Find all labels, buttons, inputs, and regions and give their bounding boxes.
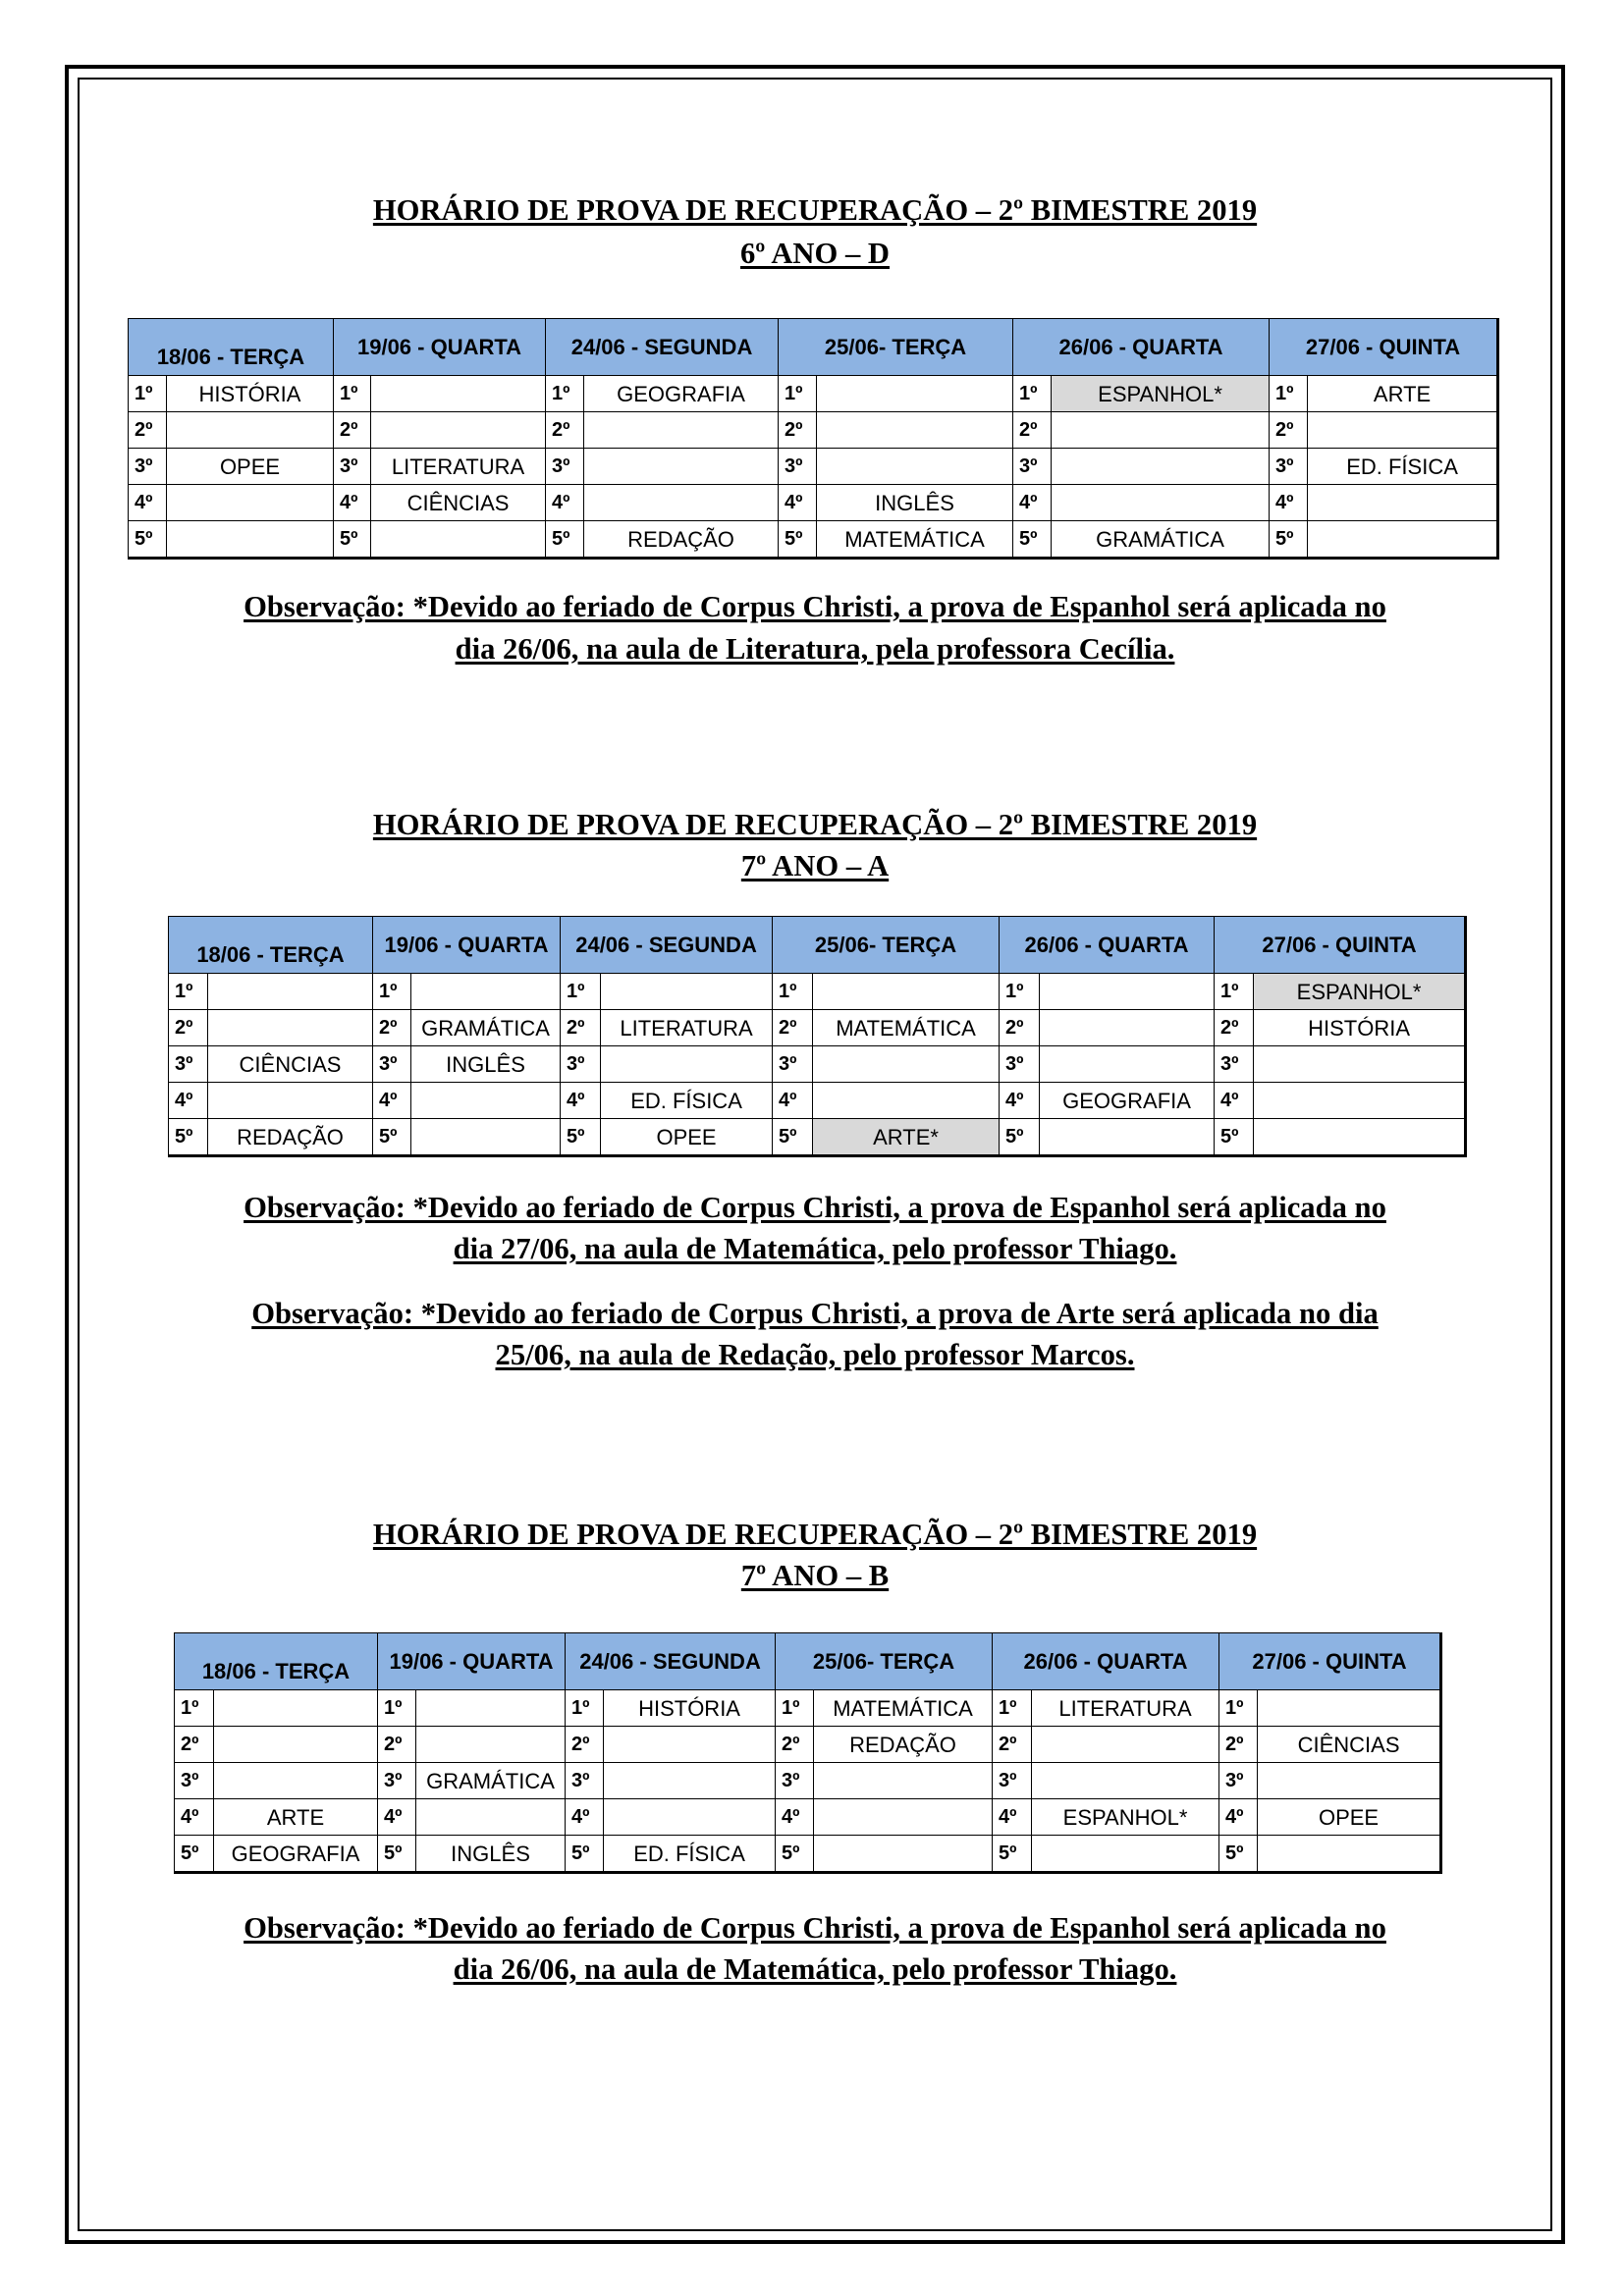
period-number: 1º bbox=[546, 376, 584, 412]
period-number: 4º bbox=[1215, 1083, 1254, 1119]
period-row bbox=[175, 1763, 1441, 1799]
period-number: 4º bbox=[993, 1799, 1032, 1836]
period-number: 5º bbox=[378, 1836, 416, 1873]
exam-subject bbox=[411, 974, 561, 1010]
exam-subject bbox=[814, 1763, 993, 1799]
period-number: 1º bbox=[776, 1690, 814, 1727]
exam-subject bbox=[814, 1799, 993, 1836]
exam-subject bbox=[584, 449, 779, 485]
period-number: 1º bbox=[566, 1690, 604, 1727]
exam-subject: CIÊNCIAS bbox=[1258, 1727, 1441, 1763]
period-number: 2º bbox=[1219, 1727, 1258, 1763]
observation-line: dia 26/06, na aula de Matemática, pelo professor Thiago. bbox=[453, 1952, 1177, 1986]
period-row bbox=[129, 412, 1498, 449]
exam-subject bbox=[416, 1727, 566, 1763]
day-header: 27/06 - QUINTA bbox=[1219, 1633, 1441, 1690]
day-header: 24/06 - SEGUNDA bbox=[566, 1633, 776, 1690]
period-number: 3º bbox=[169, 1046, 208, 1083]
exam-subject: GEOGRAFIA bbox=[1040, 1083, 1215, 1119]
period-number: 5º bbox=[373, 1119, 411, 1156]
day-header: 19/06 - QUARTA bbox=[334, 319, 546, 376]
day-header: 19/06 - QUARTA bbox=[378, 1633, 566, 1690]
period-number: 5º bbox=[1215, 1119, 1254, 1156]
period-number: 2º bbox=[334, 412, 371, 449]
exam-subject: MATEMÁTICA bbox=[813, 1010, 1000, 1046]
period-number: 4º bbox=[779, 485, 817, 521]
exam-subject bbox=[601, 974, 773, 1010]
period-number: 2º bbox=[773, 1010, 813, 1046]
exam-subject bbox=[208, 1083, 373, 1119]
period-number: 2º bbox=[546, 412, 584, 449]
exam-subject bbox=[416, 1690, 566, 1727]
period-number: 5º bbox=[169, 1119, 208, 1156]
exam-subject: LITERATURA bbox=[371, 449, 546, 485]
exam-subject: CIÊNCIAS bbox=[371, 485, 546, 521]
exam-subject bbox=[1032, 1836, 1219, 1873]
exam-subject: GEOGRAFIA bbox=[584, 376, 779, 412]
exam-subject bbox=[371, 412, 546, 449]
exam-subject: OPEE bbox=[167, 449, 334, 485]
exam-subject: HISTÓRIA bbox=[167, 376, 334, 412]
exam-subject: OPEE bbox=[601, 1119, 773, 1156]
period-number: 1º bbox=[175, 1690, 214, 1727]
exam-subject bbox=[814, 1836, 993, 1873]
period-number: 5º bbox=[334, 521, 371, 559]
day-header: 24/06 - SEGUNDA bbox=[561, 917, 773, 974]
exam-subject: HISTÓRIA bbox=[1254, 1010, 1466, 1046]
period-number: 5º bbox=[566, 1836, 604, 1873]
period-row bbox=[169, 1010, 1466, 1046]
period-number: 3º bbox=[776, 1763, 814, 1799]
period-number: 4º bbox=[169, 1083, 208, 1119]
period-number: 2º bbox=[373, 1010, 411, 1046]
period-number: 5º bbox=[776, 1836, 814, 1873]
exam-subject bbox=[214, 1690, 378, 1727]
exam-subject bbox=[1308, 485, 1498, 521]
exam-subject bbox=[167, 412, 334, 449]
exam-subject bbox=[214, 1763, 378, 1799]
period-number: 3º bbox=[175, 1763, 214, 1799]
schedule-table bbox=[174, 1632, 1442, 1874]
exam-subject bbox=[167, 521, 334, 559]
period-number: 4º bbox=[378, 1799, 416, 1836]
period-number: 1º bbox=[561, 974, 601, 1010]
period-number: 1º bbox=[169, 974, 208, 1010]
class-name: 7º ANO – A bbox=[740, 849, 890, 882]
period-number: 4º bbox=[1270, 485, 1308, 521]
observation-line: Observação: *Devido ao feriado de Corpus Christi, a prova de Espanhol será aplicada no bbox=[244, 590, 1386, 623]
exam-subject bbox=[1032, 1763, 1219, 1799]
period-row bbox=[129, 449, 1498, 485]
period-number: 2º bbox=[378, 1727, 416, 1763]
exam-subject bbox=[584, 485, 779, 521]
exam-subject bbox=[416, 1799, 566, 1836]
exam-subject: REDAÇÃO bbox=[208, 1119, 373, 1156]
period-number: 1º bbox=[129, 376, 167, 412]
observation-line: Observação: *Devido ao feriado de Corpus Christi, a prova de Arte será aplicada no dia bbox=[251, 1297, 1379, 1330]
period-number: 1º bbox=[373, 974, 411, 1010]
period-number: 4º bbox=[546, 485, 584, 521]
exam-subject: ED. FÍSICA bbox=[604, 1836, 776, 1873]
exam-subject bbox=[208, 1010, 373, 1046]
period-row bbox=[175, 1836, 1441, 1873]
period-row bbox=[175, 1727, 1441, 1763]
exam-subject bbox=[411, 1119, 561, 1156]
day-header: 18/06 - TERÇA bbox=[169, 917, 373, 974]
exam-subject: LITERATURA bbox=[1032, 1690, 1219, 1727]
exam-subject bbox=[817, 412, 1013, 449]
period-number: 5º bbox=[175, 1836, 214, 1873]
period-number: 1º bbox=[1013, 376, 1052, 412]
period-row bbox=[129, 485, 1498, 521]
day-header: 24/06 - SEGUNDA bbox=[546, 319, 779, 376]
period-number: 4º bbox=[175, 1799, 214, 1836]
exam-subject: GRAMÁTICA bbox=[416, 1763, 566, 1799]
period-number: 1º bbox=[334, 376, 371, 412]
day-header-row bbox=[129, 319, 1498, 376]
exam-subject bbox=[1040, 1010, 1215, 1046]
period-number: 2º bbox=[1215, 1010, 1254, 1046]
day-header: 18/06 - TERÇA bbox=[175, 1633, 378, 1690]
period-number: 4º bbox=[773, 1083, 813, 1119]
exam-subject: REDAÇÃO bbox=[814, 1727, 993, 1763]
day-header-row bbox=[175, 1633, 1441, 1690]
exam-subject: INGLÊS bbox=[416, 1836, 566, 1873]
exam-subject bbox=[604, 1799, 776, 1836]
period-number: 3º bbox=[373, 1046, 411, 1083]
period-number: 2º bbox=[561, 1010, 601, 1046]
period-number: 3º bbox=[561, 1046, 601, 1083]
observation-line: 25/06, na aula de Redação, pelo professor Marcos. bbox=[495, 1338, 1135, 1371]
period-number: 3º bbox=[993, 1763, 1032, 1799]
period-number: 3º bbox=[129, 449, 167, 485]
class-name: 7º ANO – B bbox=[740, 1559, 890, 1592]
exam-subject: CIÊNCIAS bbox=[208, 1046, 373, 1083]
day-header-row bbox=[169, 917, 1466, 974]
day-header: 26/06 - QUARTA bbox=[1013, 319, 1270, 376]
exam-subject: ED. FÍSICA bbox=[1308, 449, 1498, 485]
exam-subject: ARTE bbox=[1308, 376, 1498, 412]
period-row bbox=[169, 974, 1466, 1010]
exam-subject: MATEMÁTICA bbox=[814, 1690, 993, 1727]
exam-subject: REDAÇÃO bbox=[584, 521, 779, 559]
exam-subject bbox=[584, 412, 779, 449]
exam-subject: ESPANHOL* bbox=[1052, 376, 1270, 412]
period-number: 2º bbox=[993, 1727, 1032, 1763]
exam-subject: INGLÊS bbox=[817, 485, 1013, 521]
period-number: 3º bbox=[779, 449, 817, 485]
period-number: 3º bbox=[1215, 1046, 1254, 1083]
exam-subject bbox=[371, 376, 546, 412]
period-number: 2º bbox=[1000, 1010, 1040, 1046]
exam-subject bbox=[1308, 412, 1498, 449]
exam-subject bbox=[371, 521, 546, 559]
day-header: 25/06- TERÇA bbox=[776, 1633, 993, 1690]
day-header: 25/06- TERÇA bbox=[773, 917, 1000, 974]
exam-subject bbox=[817, 449, 1013, 485]
period-row bbox=[129, 376, 1498, 412]
period-number: 5º bbox=[993, 1836, 1032, 1873]
exam-subject bbox=[813, 1046, 1000, 1083]
day-header: 26/06 - QUARTA bbox=[993, 1633, 1219, 1690]
day-header: 26/06 - QUARTA bbox=[1000, 917, 1215, 974]
period-number: 4º bbox=[1219, 1799, 1258, 1836]
period-row bbox=[169, 1046, 1466, 1083]
period-row bbox=[169, 1083, 1466, 1119]
observation-line: Observação: *Devido ao feriado de Corpus Christi, a prova de Espanhol será aplicada no bbox=[244, 1191, 1386, 1224]
exam-subject bbox=[1254, 1083, 1466, 1119]
observation-line: Observação: *Devido ao feriado de Corpus Christi, a prova de Espanhol será aplicada no bbox=[244, 1911, 1386, 1945]
exam-subject bbox=[813, 1083, 1000, 1119]
period-number: 5º bbox=[1270, 521, 1308, 559]
period-number: 1º bbox=[779, 376, 817, 412]
exam-subject: ED. FÍSICA bbox=[601, 1083, 773, 1119]
period-number: 2º bbox=[779, 412, 817, 449]
period-number: 5º bbox=[129, 521, 167, 559]
schedule-table bbox=[128, 318, 1499, 560]
period-number: 1º bbox=[993, 1690, 1032, 1727]
period-number: 1º bbox=[1215, 974, 1254, 1010]
period-number: 2º bbox=[175, 1727, 214, 1763]
period-number: 4º bbox=[776, 1799, 814, 1836]
exam-subject bbox=[1258, 1690, 1441, 1727]
day-header: 27/06 - QUINTA bbox=[1270, 319, 1498, 376]
exam-subject bbox=[1052, 412, 1270, 449]
period-number: 1º bbox=[1000, 974, 1040, 1010]
period-number: 1º bbox=[773, 974, 813, 1010]
exam-subject bbox=[604, 1727, 776, 1763]
period-number: 4º bbox=[373, 1083, 411, 1119]
period-number: 5º bbox=[546, 521, 584, 559]
exam-subject: HISTÓRIA bbox=[604, 1690, 776, 1727]
period-number: 3º bbox=[1270, 449, 1308, 485]
period-number: 1º bbox=[1270, 376, 1308, 412]
exam-subject bbox=[167, 485, 334, 521]
period-number: 2º bbox=[1270, 412, 1308, 449]
exam-subject bbox=[1032, 1727, 1219, 1763]
period-number: 2º bbox=[776, 1727, 814, 1763]
period-number: 3º bbox=[334, 449, 371, 485]
period-number: 4º bbox=[566, 1799, 604, 1836]
exam-subject bbox=[1052, 449, 1270, 485]
exam-subject bbox=[1040, 974, 1215, 1010]
period-number: 5º bbox=[1219, 1836, 1258, 1873]
period-number: 4º bbox=[561, 1083, 601, 1119]
period-number: 3º bbox=[773, 1046, 813, 1083]
exam-subject bbox=[1040, 1046, 1215, 1083]
exam-subject bbox=[214, 1727, 378, 1763]
period-row bbox=[175, 1799, 1441, 1836]
exam-subject: ARTE bbox=[214, 1799, 378, 1836]
period-number: 4º bbox=[1013, 485, 1052, 521]
day-header: 25/06- TERÇA bbox=[779, 319, 1013, 376]
observation-line: dia 26/06, na aula de Literatura, pela professora Cecília. bbox=[455, 632, 1175, 666]
period-number: 4º bbox=[1000, 1083, 1040, 1119]
period-number: 3º bbox=[1219, 1763, 1258, 1799]
exam-subject bbox=[1258, 1836, 1441, 1873]
section-title: HORÁRIO DE PROVA DE RECUPERAÇÃO – 2º BIMESTRE 2019 bbox=[372, 193, 1258, 227]
exam-subject bbox=[208, 974, 373, 1010]
exam-subject: ESPANHOL* bbox=[1254, 974, 1466, 1010]
period-number: 2º bbox=[1013, 412, 1052, 449]
period-number: 1º bbox=[378, 1690, 416, 1727]
day-header: 19/06 - QUARTA bbox=[373, 917, 561, 974]
exam-subject bbox=[604, 1763, 776, 1799]
exam-subject bbox=[1254, 1119, 1466, 1156]
exam-subject bbox=[1258, 1763, 1441, 1799]
period-row bbox=[129, 521, 1498, 559]
exam-subject: GEOGRAFIA bbox=[214, 1836, 378, 1873]
period-number: 2º bbox=[129, 412, 167, 449]
schedule-table bbox=[168, 916, 1467, 1157]
section-title: HORÁRIO DE PROVA DE RECUPERAÇÃO – 2º BIMESTRE 2019 bbox=[372, 1518, 1258, 1551]
exam-subject bbox=[817, 376, 1013, 412]
exam-subject bbox=[1308, 521, 1498, 559]
period-number: 5º bbox=[779, 521, 817, 559]
period-number: 3º bbox=[1013, 449, 1052, 485]
exam-subject bbox=[813, 974, 1000, 1010]
period-number: 5º bbox=[561, 1119, 601, 1156]
exam-subject: ARTE* bbox=[813, 1119, 1000, 1156]
section-title: HORÁRIO DE PROVA DE RECUPERAÇÃO – 2º BIMESTRE 2019 bbox=[372, 808, 1258, 841]
exam-subject bbox=[1040, 1119, 1215, 1156]
exam-subject bbox=[1254, 1046, 1466, 1083]
exam-subject: MATEMÁTICA bbox=[817, 521, 1013, 559]
day-header: 18/06 - TERÇA bbox=[129, 319, 334, 376]
exam-subject bbox=[411, 1083, 561, 1119]
period-number: 5º bbox=[773, 1119, 813, 1156]
observation-line: dia 27/06, na aula de Matemática, pelo professor Thiago. bbox=[453, 1232, 1177, 1265]
period-number: 3º bbox=[566, 1763, 604, 1799]
period-number: 4º bbox=[129, 485, 167, 521]
period-number: 2º bbox=[566, 1727, 604, 1763]
exam-subject: INGLÊS bbox=[411, 1046, 561, 1083]
period-number: 3º bbox=[1000, 1046, 1040, 1083]
exam-subject: GRAMÁTICA bbox=[411, 1010, 561, 1046]
exam-subject: GRAMÁTICA bbox=[1052, 521, 1270, 559]
day-header: 27/06 - QUINTA bbox=[1215, 917, 1466, 974]
period-row bbox=[175, 1690, 1441, 1727]
exam-subject bbox=[601, 1046, 773, 1083]
period-number: 5º bbox=[1000, 1119, 1040, 1156]
exam-subject bbox=[1052, 485, 1270, 521]
period-number: 2º bbox=[169, 1010, 208, 1046]
period-row bbox=[169, 1119, 1466, 1156]
period-number: 3º bbox=[546, 449, 584, 485]
class-name: 6º ANO – D bbox=[739, 237, 891, 270]
exam-subject: ESPANHOL* bbox=[1032, 1799, 1219, 1836]
exam-subject: OPEE bbox=[1258, 1799, 1441, 1836]
period-number: 5º bbox=[1013, 521, 1052, 559]
period-number: 1º bbox=[1219, 1690, 1258, 1727]
period-number: 4º bbox=[334, 485, 371, 521]
period-number: 3º bbox=[378, 1763, 416, 1799]
exam-subject: LITERATURA bbox=[601, 1010, 773, 1046]
